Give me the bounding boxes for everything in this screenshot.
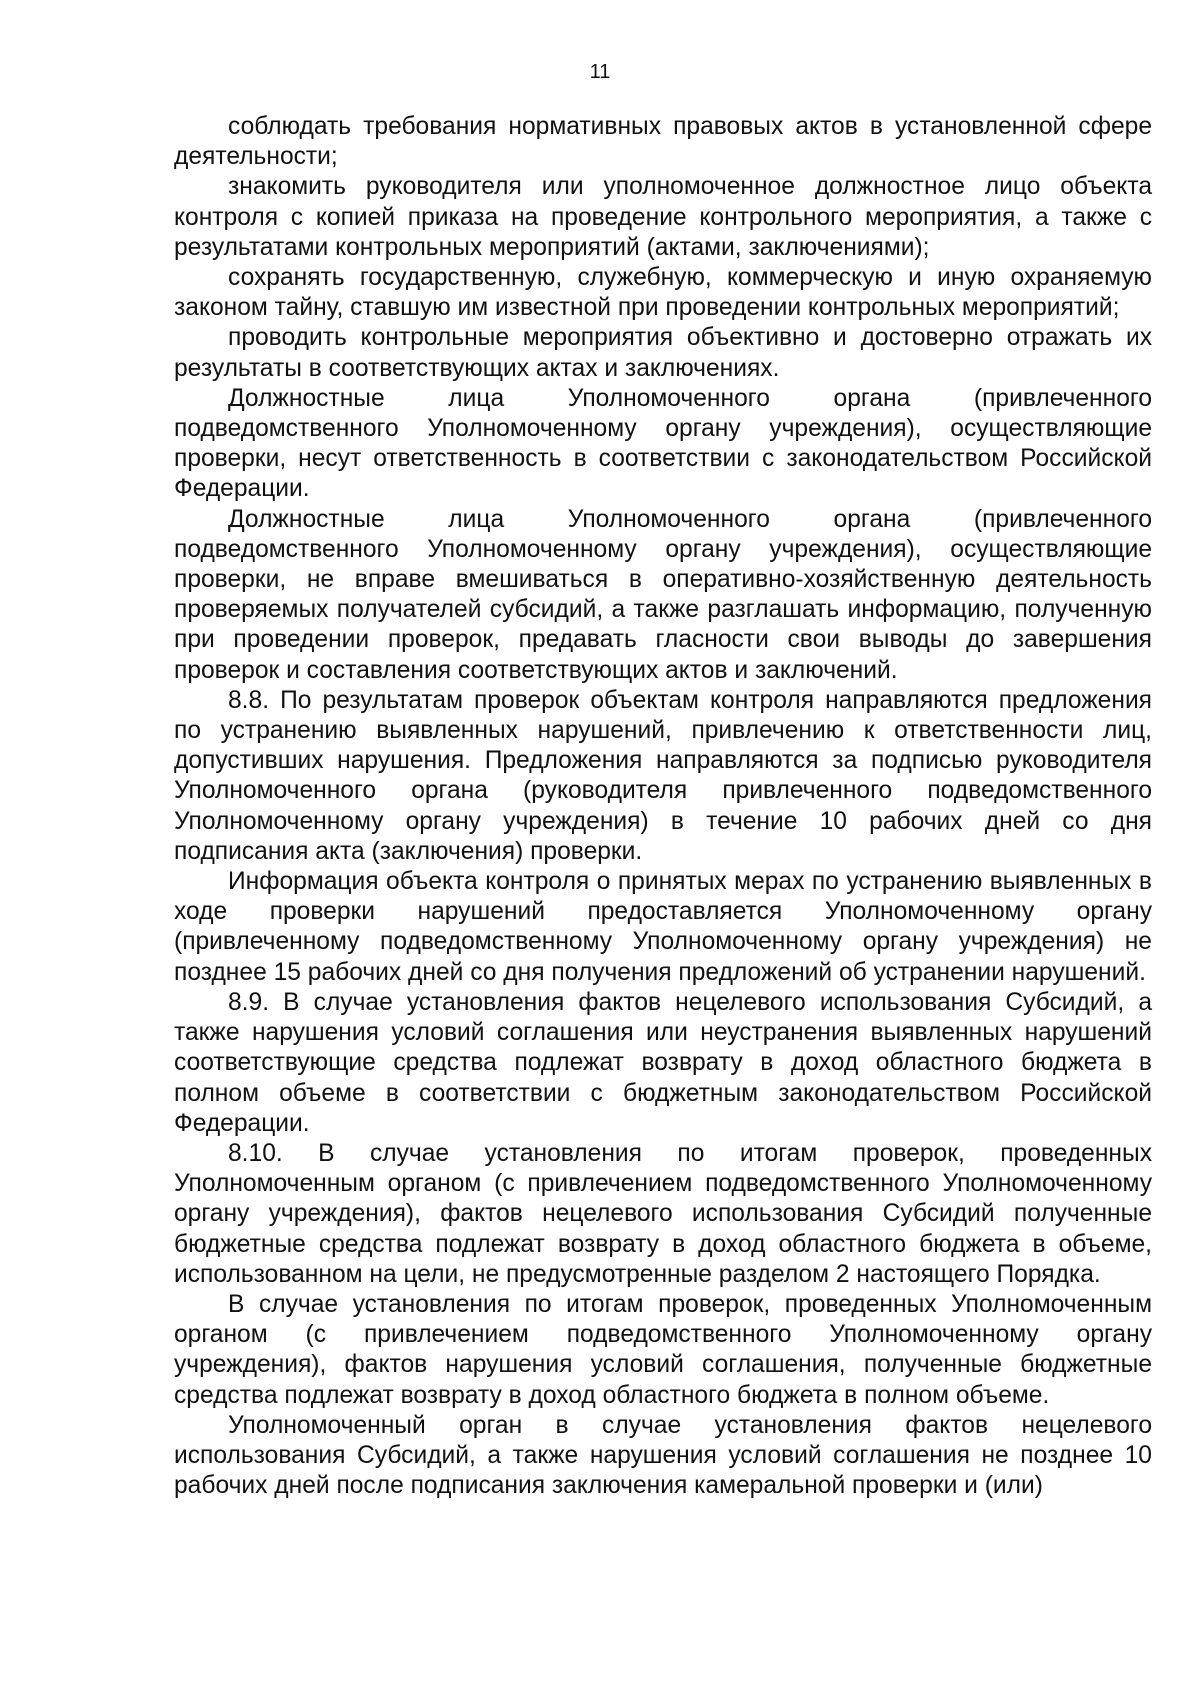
paragraph: соблюдать требования нормативных правовых актов в установленной сфере деятельности;	[174, 113, 1152, 171]
paragraph: проводить контрольные мероприятия объективно и достоверно отражать их результаты в соответствующих актах и заключениях.	[174, 324, 1152, 382]
paragraph: Уполномоченный орган в случае установления фактов нецелевого использования Субсидий, а также нарушения условий соглашения не позднее 10 рабочих дней после подписания заключения камеральной проверки и (или)	[174, 1411, 1152, 1500]
paragraph: 8.9. В случае установления фактов нецелевого использования Субсидий, а также нарушения условий соглашения или неустранения выявленных нарушений соответствующие средства подлежат возврату в доход областного бюджета в полном объеме в соответствии с бюджетным законодательством Российской Федерации.	[174, 988, 1152, 1137]
paragraph: знакомить руководителя или уполномоченное должностное лицо объекта контроля с копией приказа на проведение контрольного мероприятия, а также с результатами контрольных мероприятий (актами, заключениями);	[174, 173, 1152, 261]
paragraph: Должностные лица Уполномоченного органа (привлеченного подведомственного Уполномоченному органу учреждения), осуществляющие проверки, не вправе вмешиваться в оперативно-хозяйственную деятельность проверяемых получателей субсидий, а также разглашать информацию, полученную при проведении проверок, предавать гласности свои выводы до завершения проверок и составления соответствующих актов и заключений.	[174, 505, 1152, 684]
paragraph: Должностные лица Уполномоченного органа (привлеченного подведомственного Уполномоченному органу учреждения), осуществляющие проверки, несут ответственность в соответствии с законодательством Российской Федерации.	[174, 384, 1152, 503]
paragraph: сохранять государственную, служебную, коммерческую и иную охраняемую законом тайну, ставшую им известной при проведении контрольных мероприятий;	[174, 264, 1152, 322]
page-number: 11	[589, 61, 611, 83]
paragraph: Информация объекта контроля о принятых мерах по устранению выявленных в ходе проверки нарушений предоставляется Уполномоченному органу (привлеченному подведомственному Уполномоченному органу учреждения) не позднее 15 рабочих дней со дня получения предложений об устранении нарушений.	[174, 868, 1152, 986]
paragraph: 8.8. По результатам проверок объектам контроля направляются предложения по устранению выявленных нарушений, привлечению к ответственности лиц, допустивших нарушения. Предложения направляются за подписью руководителя Уполномоченного органа (руководителя привлеченного подведомственного Уполномоченному органу учреждения) в течение 10 рабочих дней со дня подписания акта (заключения) проверки.	[174, 686, 1152, 865]
paragraph: 8.10. В случае установления по итогам проверок, проведенных Уполномоченным органом (с привлечением подведомственного Уполномоченному органу учреждения), фактов нецелевого использования Субсидий полученные бюджетные средства подлежат возврату в доход областного бюджета в объеме, использованном на цели, не предусмотренные разделом 2 настоящего Порядка.	[174, 1139, 1152, 1288]
paragraph: В случае установления по итогам проверок, проведенных Уполномоченным органом (с привлечением подведомственного Уполномоченному органу учреждения), фактов нарушения условий соглашения, полученные бюджетные средства подлежат возврату в доход областного бюджета в полном объеме.	[174, 1290, 1152, 1409]
document-body	[174, 112, 1152, 1501]
